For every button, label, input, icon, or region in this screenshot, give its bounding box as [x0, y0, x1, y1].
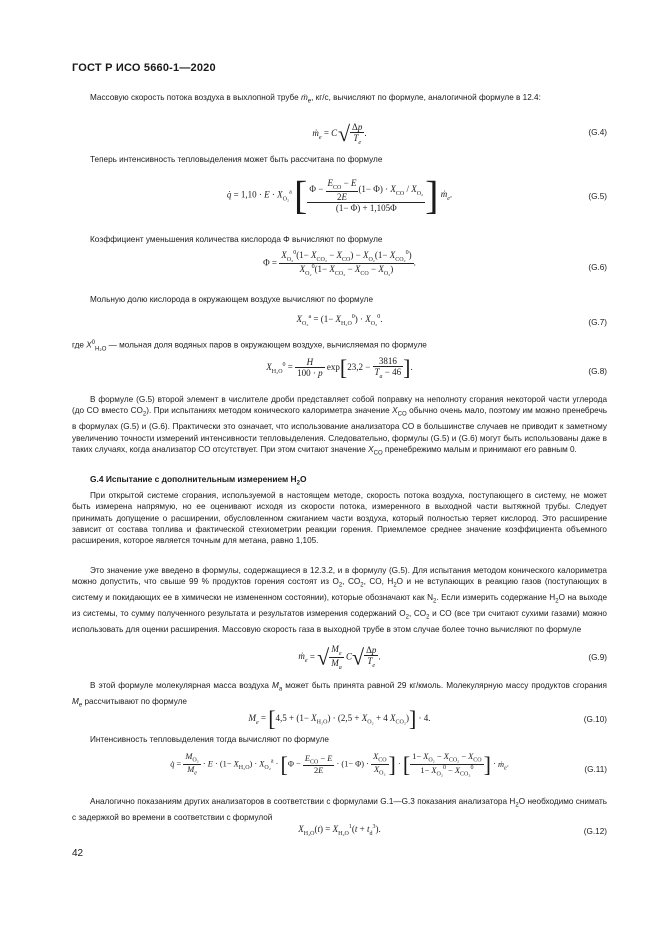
paragraph-water-vapor-def: где $X^0_{H_2O}$ — мольная доля водяных паров в окружающем воздухе, вычисляемая по формуле [72, 340, 427, 353]
paragraph-co-correction: В формуле (G.5) второй элемент в числителе дроби представляет собой поправку на неполноту сгорания некоторой части углерода (до CO вместо $CO_2$). При испытаниях методом конического калориметра значение $X_{CO}$ обычно очень мало, поэтому им можно пренебречь в формулах (G.5) и (G.6). Практически это означает, что использование анализатора CO в большинстве случаев не приводит к заметному увеличению точности измерений интенсивности тепловыделения. Следовательно, формулы (G.5) и (G.6) могут быть использованы даже в таких случаях, когда анализатор CO отсутствует. При этом считают значение $X_{CO}$ пренебрежимо малым и принимают его равным 0. [72, 395, 607, 457]
paragraph-ambient-oxygen-intro: Мольную долю кислорода в окружающем воздухе вычисляют по формуле [90, 295, 374, 304]
equation-number-g11: (G.11) [584, 765, 607, 774]
equation-g5: q̇ = $1,10 \cdot E \cdot X_{O_2}^a$ [ Φ − $\frac{E_{CO} - E}{2E}$ $(1- \Phi) \cdot X_{CO} / X_{O_2}$ (1− Φ) + 1,105Φ ] ṁ$_e$. (G.5) [226, 172, 607, 218]
equation-number-g4: (G.4) [588, 128, 607, 137]
equation-number-g6: (G.6) [588, 263, 607, 272]
paragraph-expansion-estimate: Это значение уже введено в формулы, содержащиеся в 12.3.2, и в формулу (G.5). Для испытания методом конического калориметра можно допустить, что свыше 99 % продуктов горения состоят из $O_2$, $CO_2$, CO, $H_2O$ и не вступающих в реакцию газов (поступающих в систему и покидающих ее в химически не измененном состоянии), которые обозначают как $N_2$. Если измерить содержание $H_2O$ на выходе из системы, то сумму полученного результата и результатов измерения содержаний $O_2$, $CO_2$ и CO (все три считают сухими газами) можно использовать для оценки расширения. Массовую скорость газа в выходной трубе в этом случае более точно вычисляют по формуле [72, 566, 608, 635]
equation-number-g8: (G.8) [588, 367, 607, 376]
equation-g9: ṁ$_e$ = √ $\frac{M_e}{M_a}$ C√ $\frac{\Delta p}{T_e}$ . (G.9) [298, 644, 607, 671]
equation-number-g7: (G.7) [588, 318, 607, 327]
equation-g12: $X_{H_2O}(t) = X_{H_2O}^1(t + t_d^3)$. (G.12) [298, 824, 607, 837]
equation-number-g10: (G.10) [583, 715, 607, 724]
document-header: ГОСТ Р ИСО 5660-1—2020 [72, 62, 216, 74]
equation-number-g5: (G.5) [588, 192, 607, 201]
equation-g4: ṁ$_e$ = C √ $\frac{\Delta p}{T_e}$ . (G.4) [312, 121, 607, 147]
equation-g11: q̇ = $\frac{M_{O_2}}{M_e}$ · $E \cdot (1- X_{H_2O}) \cdot X_{O_2}^a \cdot [\Phi$ − $\frac{E_{CO} - E}{2E}$ · (1− Φ) · $\frac{X_{CO}}{X_{O_2}}$ ] · [ $\frac{1- X_{O_2} - X_{CO_2} - X_{CO}}{1- X_{O_2}^0 - X_{CO_2}^0}$ ] · ṁ$_e$. (G.11) [170, 751, 607, 778]
paragraph-heat-release-h2o-intro: Интенсивность тепловыделения тогда вычисляют по формуле [90, 735, 329, 744]
equation-number-g9: (G.9) [588, 653, 607, 662]
paragraph-air-mass-flow: Массовую скорость потока воздуха в выхлопной трубе ṁ$_e$, кг/с, вычисляют по формуле, аналогичной формуле в 12.4: [90, 93, 541, 105]
equation-number-g12: (G.12) [583, 827, 607, 836]
equation-g8: $X_{H_2O}^0$ = $\frac{H}{100 \cdot p}$ exp[23,2 − $\frac{3816}{T_a - 46}$ ]. (G.8) [266, 355, 607, 381]
paragraph-molecular-mass: В этой формуле молекулярная масса воздуха $M_a$ может быть принята равной 29 кг/кмоль. Молекулярную массу продуктов сгорания $M_e$ рассчитывают по формуле [72, 681, 607, 709]
equation-g10: $M_e = [4,5 + (1- X_{H_2O}) \cdot (2,5 + X_{O_2} + 4$ $X_{CO_2})] \cdot 4$. (G.10) [248, 706, 607, 731]
paragraph-oxygen-depletion-intro: Коэффициент уменьшения количества кислорода Φ вычисляют по формуле [90, 235, 383, 244]
paragraph-heat-release-intro: Теперь интенсивность тепловыделения может быть рассчитана по формуле [90, 155, 383, 164]
equation-g7: $X_{O_2}^a = (1- X_{H_2O}^0) \cdot X_{O_2}^0$. (G.7) [296, 314, 607, 327]
paragraph-h2o-delay: Аналогично показаниям других анализаторов в соответствии с формулами G.1—G.3 показания анализатора $H_2O$ необходимо снимать с задержкой во времени в соответствии с формулой [72, 797, 607, 822]
page-number: 42 [72, 848, 84, 859]
equation-g6: Φ = $\frac{X_{O_2}^0(1- X_{CO_2} - X_{CO}) - X_{O_2}(1- X_{CO_2}^0)}{X_{O_2}^0(1- X_{CO_2} - X_{CO} - X_{O_2})}$ . (G.6) [263, 250, 607, 277]
paragraph-open-system: При открытой системе сгорания, используемой в настоящем методе, скорость потока воздуха, поступающего в систему, не может быть измерена напрямую, но ее оценивают исходя из скорости потока, измеренного в выходной части вытяжной трубы. Следует принимать допущение о расширении, обусловленном сжиганием части воздуха, который полностью теряет кислород. Это расширение зависит от состава топлива и фактической стехиометрии реакции горения. Приемлемое среднее значение коэффициента объемного расширения, которое является точным для метана, равно 1,105. [72, 491, 607, 546]
section-heading-g4: G.4 Испытание с дополнительным измерением $H_2O$ [90, 474, 307, 487]
